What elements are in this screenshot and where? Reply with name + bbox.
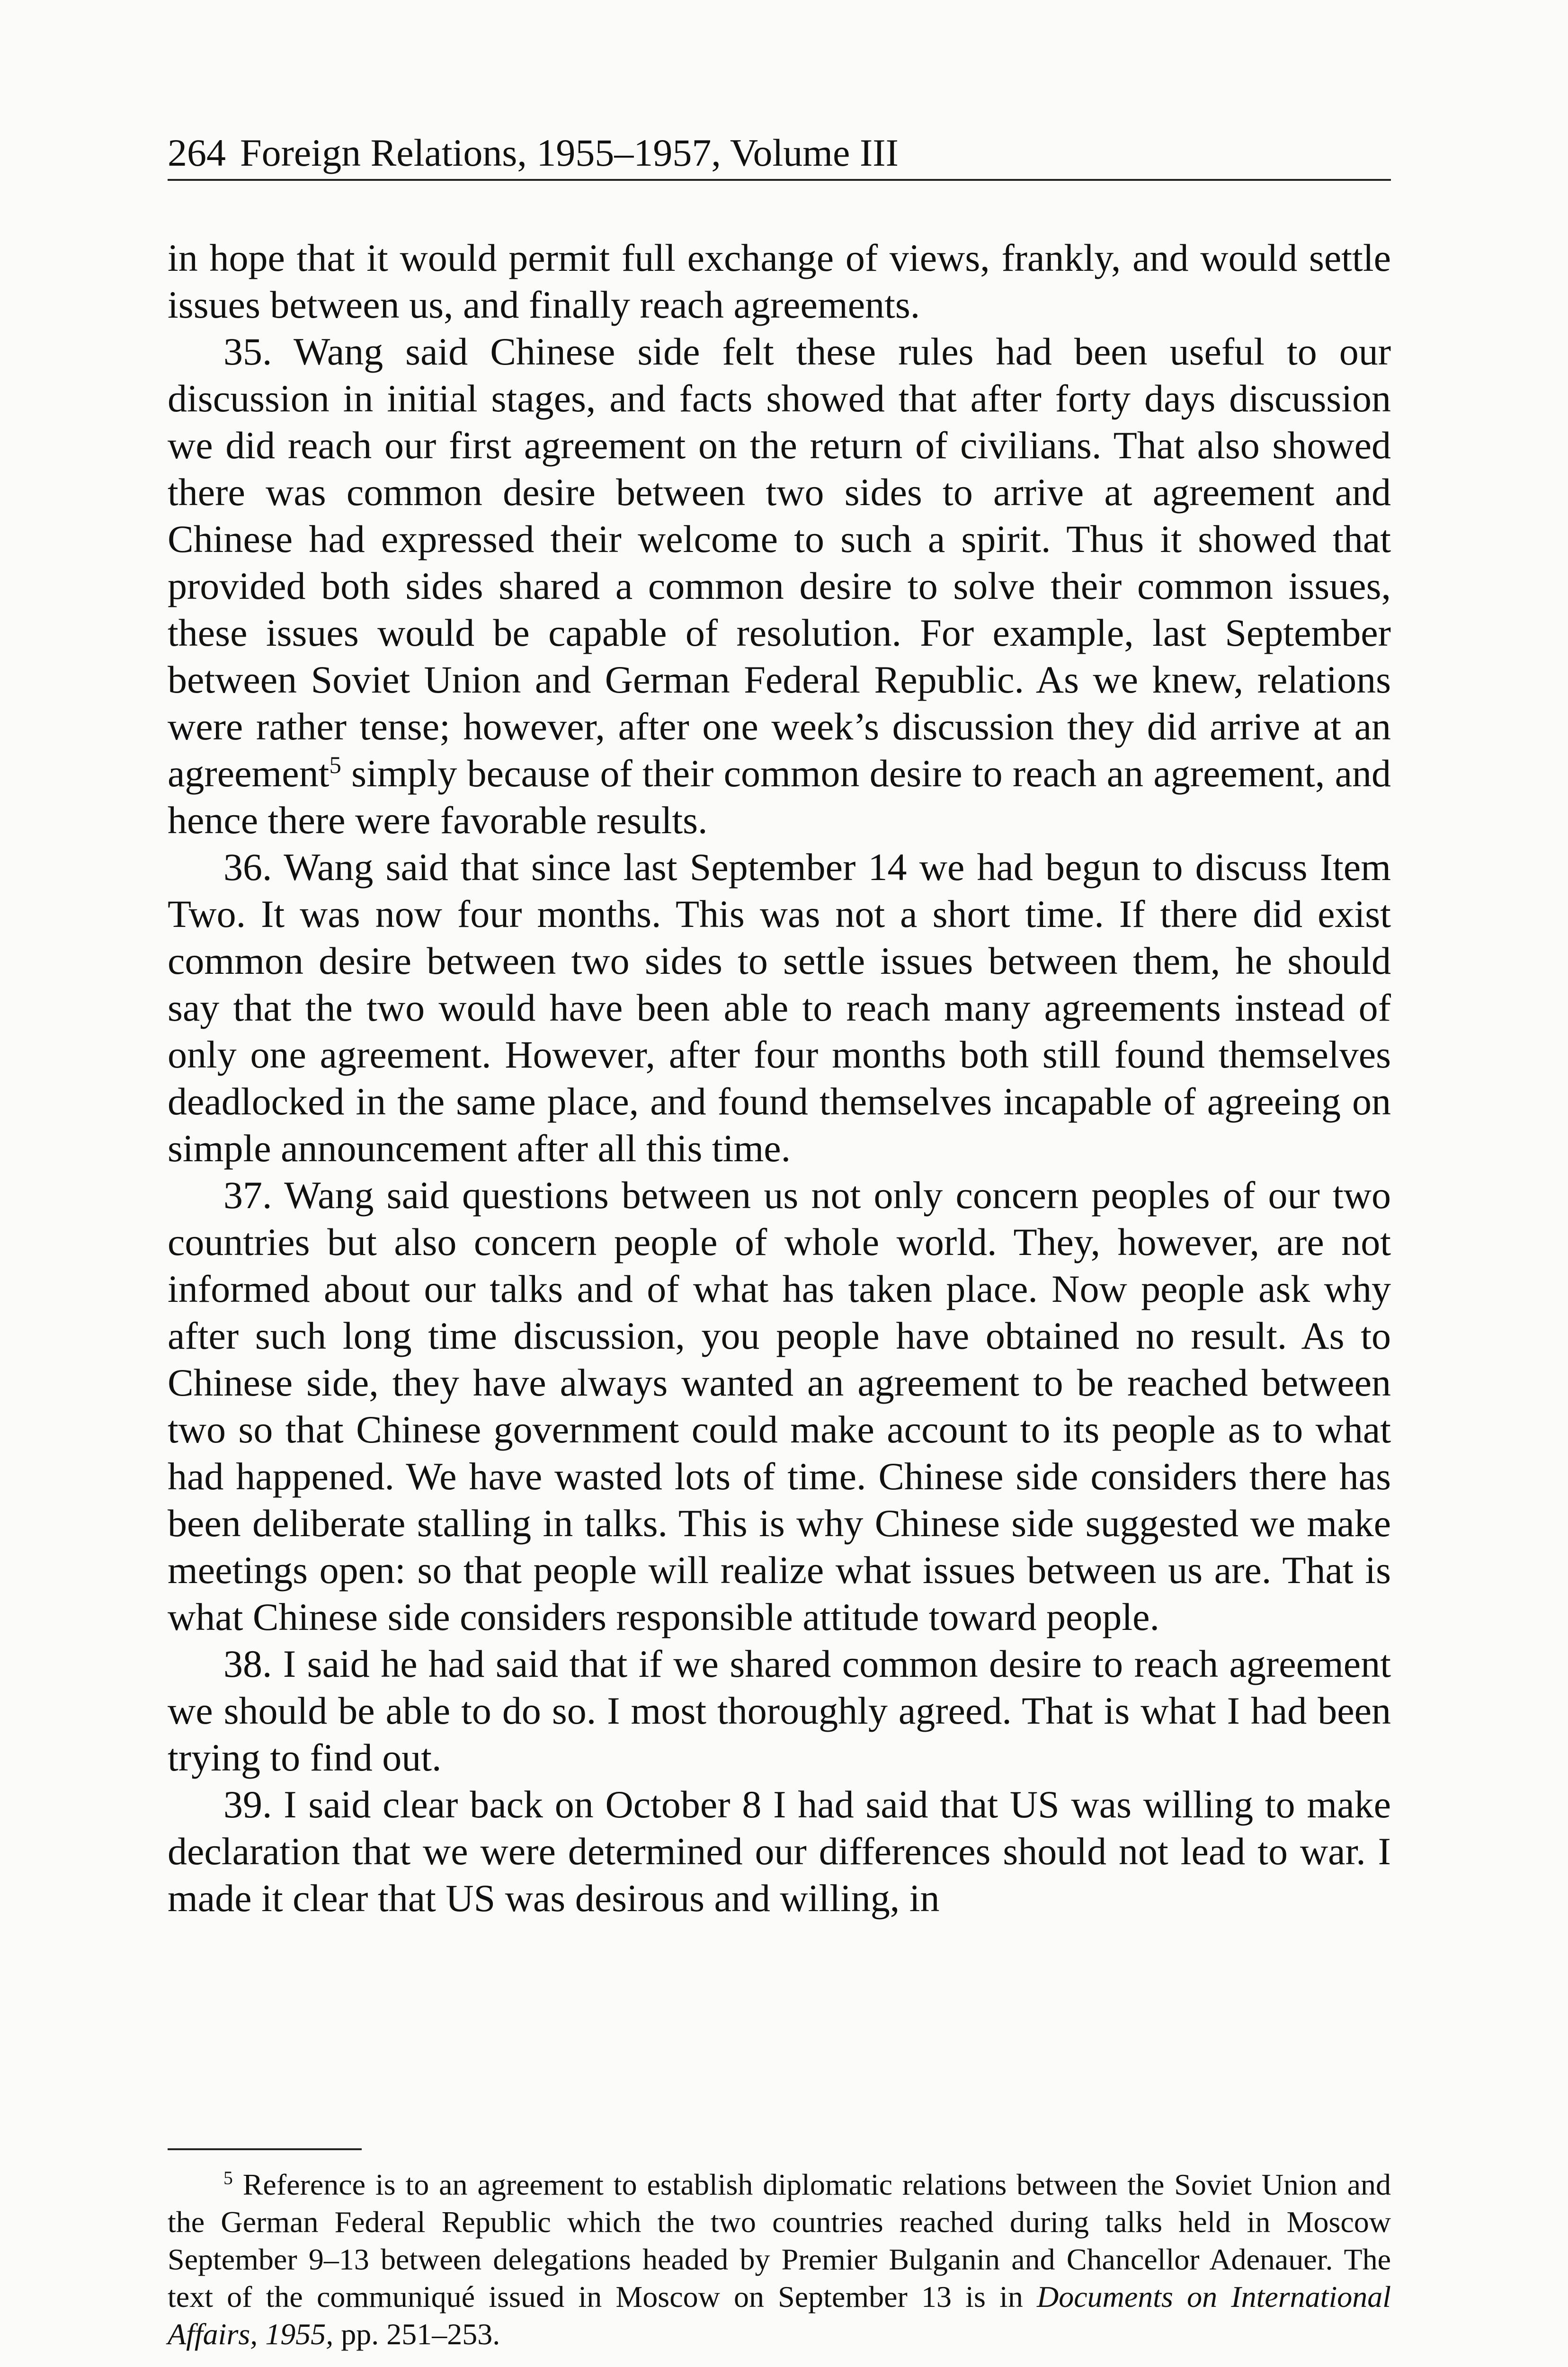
- cited-publication-title: Documents on International Affairs, 1955,: [168, 2280, 1391, 2351]
- paragraph-text: 37. Wang said questions between us not only concern peoples of our two countries but also concern people of whole world. They, however, are not informed about our talks and of what has taken place. Now people ask why after such long time discussion, you people have obtained no result. As to Chinese side, they have always wanted an agreement to be reached between two so that Chinese government could make account to its people as to what had happened. We have wasted lots of time. Chinese side considers there has been deliberate stalling in talks. This is why Chinese side suggested we make meetings open: so that people will realize what issues between us are. That is what Chinese side considers responsible attitude toward people.: [168, 1174, 1391, 1638]
- footnotes: [168, 2166, 1391, 2353]
- paragraph-text: 38. I said he had said that if we shared common desire to reach agreement we should be able to do so. I most thoroughly agreed. That is what I had been trying to find out.: [168, 1642, 1391, 1779]
- paragraph-text-continued: simply because of their common desire to reach an agreement, and hence there were favorable results.: [168, 752, 1391, 842]
- paragraph-text: 39. I said clear back on October 8 I had said that US was willing to make declaration that we were determined our differences should not lead to war. I made it clear that US was desirous and willing, in: [168, 1783, 1391, 1920]
- paragraph-38: [168, 1640, 1391, 1781]
- footnote-page-range: pp. 251–253.: [333, 2317, 500, 2351]
- paragraph-text: in hope that it would permit full exchange of views, frankly, and would settle issues between us, and finally reach agreements.: [168, 236, 1391, 326]
- paragraph-35: [168, 328, 1391, 844]
- paragraph-text: 35. Wang said Chinese side felt these rules had been useful to our discussion in initial stages, and facts showed that after forty days discussion we did reach our first agreement on the return of civilians. That also showed there was common desire between two sides to arrive at agreement and Chinese had expressed their welcome to such a spirit. Thus it showed that provided both sides shared a common desire to solve their common issues, these issues would be capable of resolution. For example, last September between Soviet Union and German Federal Republic. As we knew, relations were rather tense; however, after one week’s discussion they did arrive at an agreement: [168, 330, 1391, 795]
- body-text: [168, 234, 1391, 1922]
- paragraph-continuation: [168, 234, 1391, 328]
- footnote-marker: 5: [223, 2168, 233, 2189]
- footnote-divider: [168, 2148, 362, 2150]
- footnote-5: [168, 2166, 1391, 2353]
- footnote-text: Reference is to an agreement to establish diplomatic relations between the Soviet Union and the German Federal Republic which the two countries reached during talks held in Moscow September 9–13 between delegations headed by Premier Bulganin and Chancellor Adenauer. The text of the communiqué issued in Moscow on September 13 is in: [168, 2168, 1391, 2314]
- page-number: 264: [168, 131, 226, 174]
- paragraph-37: [168, 1172, 1391, 1640]
- running-title: Foreign Relations, 1955–1957, Volume III: [240, 131, 899, 174]
- paragraph-36: [168, 844, 1391, 1172]
- footnote-reference[interactable]: 5: [329, 752, 341, 779]
- paragraph-39: [168, 1781, 1391, 1922]
- running-header: [168, 127, 1391, 181]
- paragraph-text: 36. Wang said that since last September 14 we had begun to discuss Item Two. It was now four months. This was not a short time. If there did exist common desire between two sides to settle issues between them, he should say that the two would have been able to reach many agreements instead of only one agreement. However, after four months both still found themselves deadlocked in the same place, and found themselves incapable of agreeing on simple announcement after all this time.: [168, 845, 1391, 1170]
